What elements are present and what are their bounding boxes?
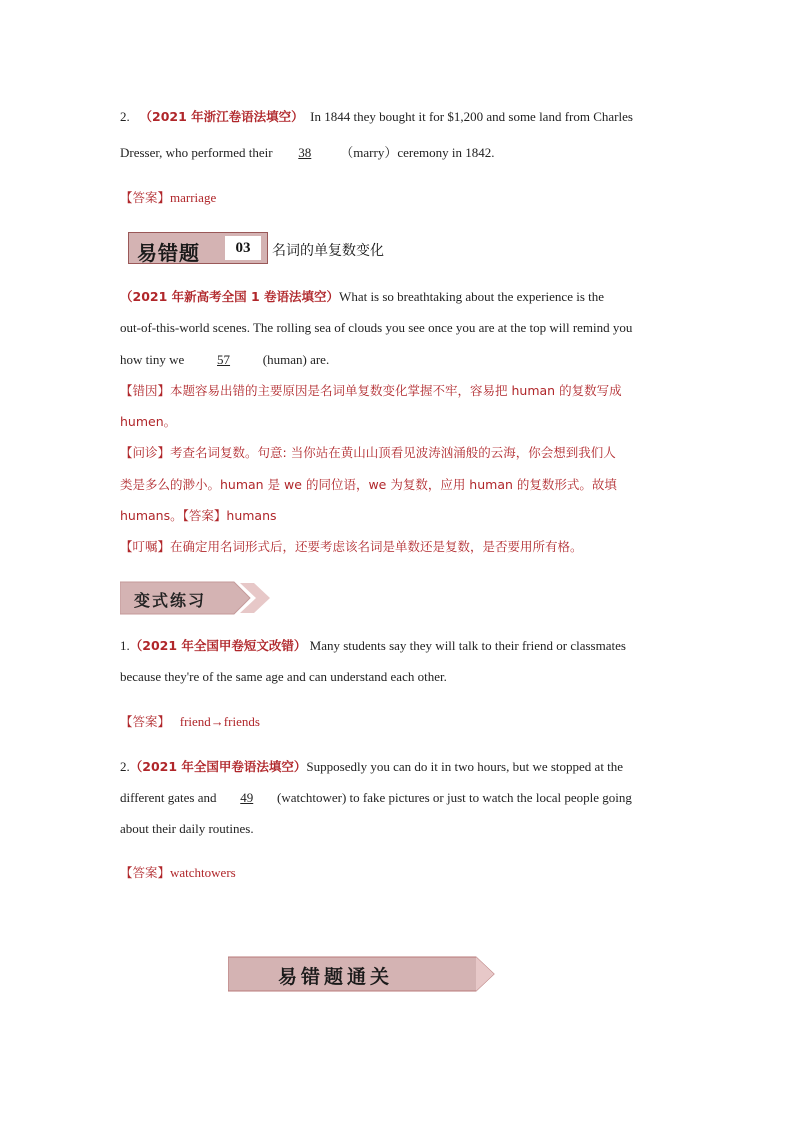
practice1-line1 xyxy=(120,637,626,655)
diagnosis-text-3: humans。 xyxy=(120,508,183,523)
practice2-text-3: (watchtower) to fake pictures or just to watch the local people going xyxy=(277,790,632,805)
answer-label: 【答案】 xyxy=(120,865,171,880)
practice2-line2 xyxy=(120,789,632,807)
question-line2: out-of-this-world scenes. The rolling sea of clouds you see once you are at the top will remind you xyxy=(120,320,633,335)
practice2-blank: 49 xyxy=(240,790,254,805)
practice2-text-1: Supposedly you can do it in two hours, but we stopped at the xyxy=(306,759,624,774)
practice-banner-text: 变式练习 xyxy=(134,591,207,610)
section-title: 名词的单复数变化 xyxy=(272,243,384,259)
remind-text: 在确定用名词形式后，还要考虑该名词是单数还是复数，是否要用所有格。 xyxy=(170,539,583,554)
answer-label: 【答案】 xyxy=(182,508,227,523)
practice2-source: （2021 年全国甲卷语法填空） xyxy=(129,759,307,774)
prev-question-source: （2021 年浙江卷语法填空） xyxy=(139,109,304,124)
question-blank: 57 xyxy=(217,352,231,367)
answer-label: 【答案】 xyxy=(120,190,171,205)
practice1-answer-value: friend→friends xyxy=(179,714,260,729)
question-text-4: (human) are. xyxy=(262,352,330,367)
prev-answer xyxy=(120,189,216,207)
question-line3 xyxy=(120,351,329,369)
practice2-number: 2. xyxy=(120,759,130,774)
prev-question-line1 xyxy=(120,108,633,126)
practice2-text-2: different gates and xyxy=(120,790,217,805)
remind-line xyxy=(120,538,583,556)
mistake-banner-text: 易错题 xyxy=(137,241,200,265)
question-text-3: how tiny we xyxy=(120,352,185,367)
question-answer-value: humans xyxy=(226,508,277,523)
prev-answer-value: marriage xyxy=(170,190,217,205)
practice2-answer-value: watchtowers xyxy=(170,865,236,880)
prev-question-text-1: In 1844 they bought it for $1,200 and some land from Charles xyxy=(310,109,633,124)
mistake-banner-number: 03 xyxy=(225,236,261,260)
pass-banner-text: 易错题通关 xyxy=(278,966,394,988)
practice2-answer xyxy=(120,864,236,882)
diagnosis-line2: 类是多么的渺小。human 是 we 的同位语，we 为复数，应用 human 的复数形式。故填 xyxy=(120,477,617,492)
prev-question-blank: 38 xyxy=(298,145,312,160)
prev-question-number: 2. xyxy=(120,109,130,124)
answer-label: 【答案】 xyxy=(120,714,171,729)
diagnosis-line1 xyxy=(120,444,616,462)
mistake-banner xyxy=(128,232,268,264)
question-text-1: What is so breathtaking about the experience is the xyxy=(339,289,605,304)
prev-question-line2 xyxy=(120,144,494,162)
practice2-line1 xyxy=(120,758,623,776)
question-source: （2021 年新高考全国 1 卷语法填空） xyxy=(120,289,340,304)
error-reason-line1 xyxy=(120,382,622,400)
question-line1 xyxy=(120,288,604,306)
pass-banner xyxy=(228,956,496,992)
practice1-line2: because they're of the same age and can understand each other. xyxy=(120,669,447,684)
practice1-text-1: Many students say they will talk to their friend or classmates xyxy=(309,638,626,653)
diagnosis-line3 xyxy=(120,507,277,525)
practice1-answer xyxy=(120,713,260,731)
error-reason-line2: humen。 xyxy=(120,414,177,429)
practice1-number: 1. xyxy=(120,638,130,653)
error-label: 【错因】 xyxy=(120,383,171,398)
error-text-1: 本题容易出错的主要原因是名词单复数变化掌握不牢，容易把 human 的复数写成 xyxy=(170,383,622,398)
diagnosis-label: 【问诊】 xyxy=(120,445,171,460)
practice2-line3: about their daily routines. xyxy=(120,821,254,836)
prev-question-text-3: （marry）ceremony in 1842. xyxy=(340,145,495,160)
practice-banner xyxy=(120,581,272,615)
practice1-source: （2021 年全国甲卷短文改错） xyxy=(129,638,307,653)
remind-label: 【叮嘱】 xyxy=(120,539,171,554)
diagnosis-text-1: 考查名词复数。句意: 当你站在黄山山顶看见波涛汹涌般的云海，你会想到我们人 xyxy=(170,445,616,460)
prev-question-text-2: Dresser, who performed their xyxy=(120,145,273,160)
